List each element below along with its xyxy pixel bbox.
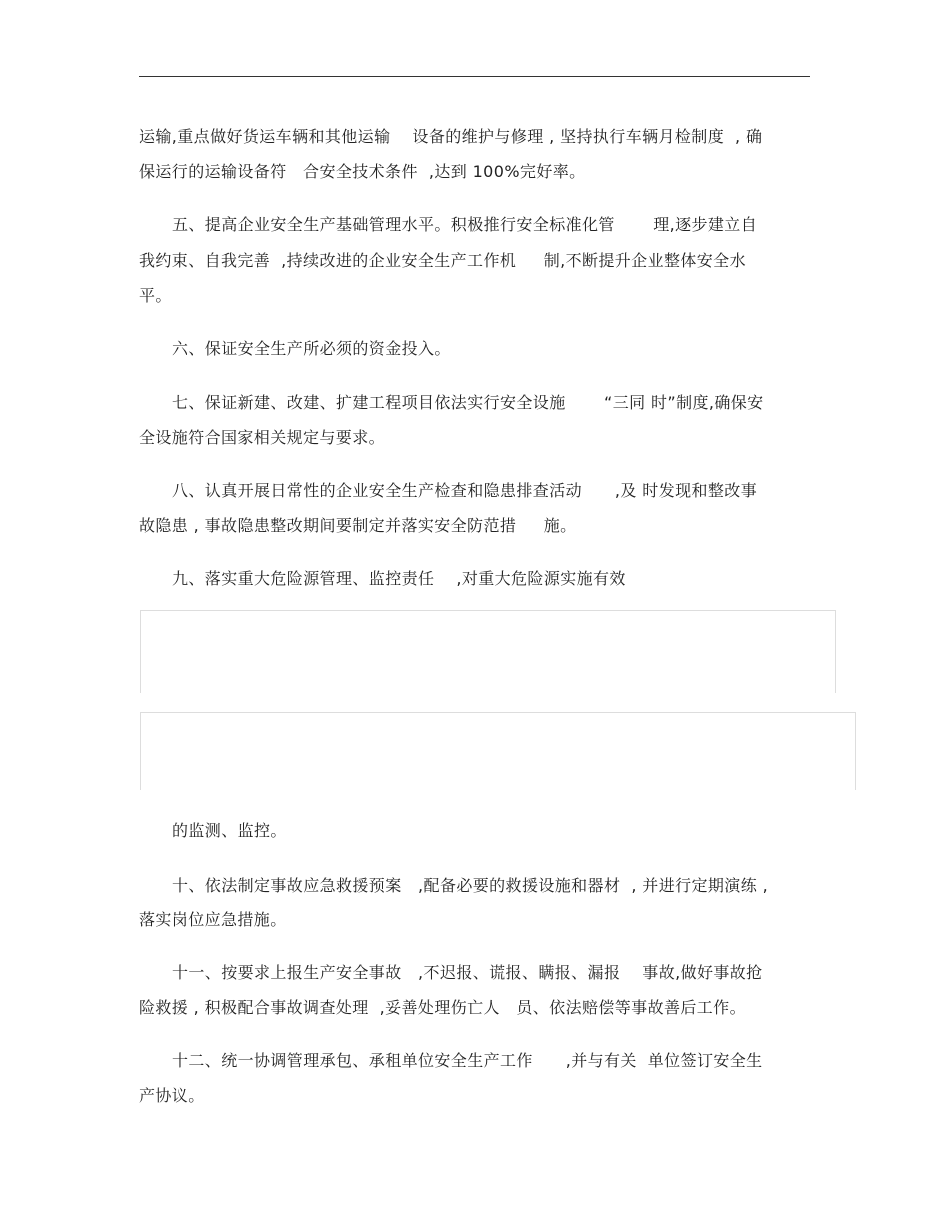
text-line: 八、认真开展日常性的企业安全生产检查和隐患排查活动 ,及 时发现和整改事: [172, 481, 758, 500]
text-line: 我约束、自我完善 ,持续改进的企业安全生产工作机 制,不断提升企业整体安全水: [139, 251, 746, 270]
text-line: 运输,重点做好货运车辆和其他运输 设备的维护与修理 , 坚持执行车辆月检制度 , 确: [139, 127, 763, 146]
text-line: 五、提高企业安全生产基础管理水平。积极推行安全标准化管 理,逐步建立自: [172, 215, 758, 234]
text-line: 保运行的运输设备符 合安全技术条件 ,达到 100%完好率。: [139, 162, 586, 181]
text-line: 平。: [139, 286, 172, 305]
text-line: 产协议。: [139, 1086, 205, 1105]
text-line: 十一、按要求上报生产安全事故 ,不迟报、谎报、瞒报、漏报 事故,做好事故抢: [172, 963, 763, 982]
text-line: 六、保证安全生产所必须的资金投入。: [172, 339, 451, 358]
text-line: 落实岗位应急措施。: [139, 910, 287, 929]
text-line: 十二、统一协调管理承包、承租单位安全生产工作 ,并与有关 单位签订安全生: [172, 1051, 763, 1070]
text-line: 险救援 , 积极配合事故调查处理 ,妥善处理伤亡人 员、依法赔偿等事故善后工作。: [139, 998, 746, 1017]
text-line: 十、依法制定事故应急救援预案 ,配备必要的救援设施和器材 , 并进行定期演练 ,: [172, 876, 769, 895]
header-rule: [139, 76, 810, 77]
blank-panel: [140, 712, 856, 790]
blank-panel: [140, 610, 836, 693]
text-line: 全设施符合国家相关规定与要求。: [139, 428, 386, 447]
text-line: 故隐患 , 事故隐患整改期间要制定并落实安全防范措 施。: [139, 516, 577, 535]
text-line: 的监测、监控。: [172, 821, 287, 840]
text-line: 七、保证新建、改建、扩建工程项目依法实行安全设施 “三同 时”制度,确保安: [172, 393, 764, 412]
text-line: 九、落实重大危险源管理、监控责任 ,对重大危险源实施有效: [172, 569, 626, 588]
